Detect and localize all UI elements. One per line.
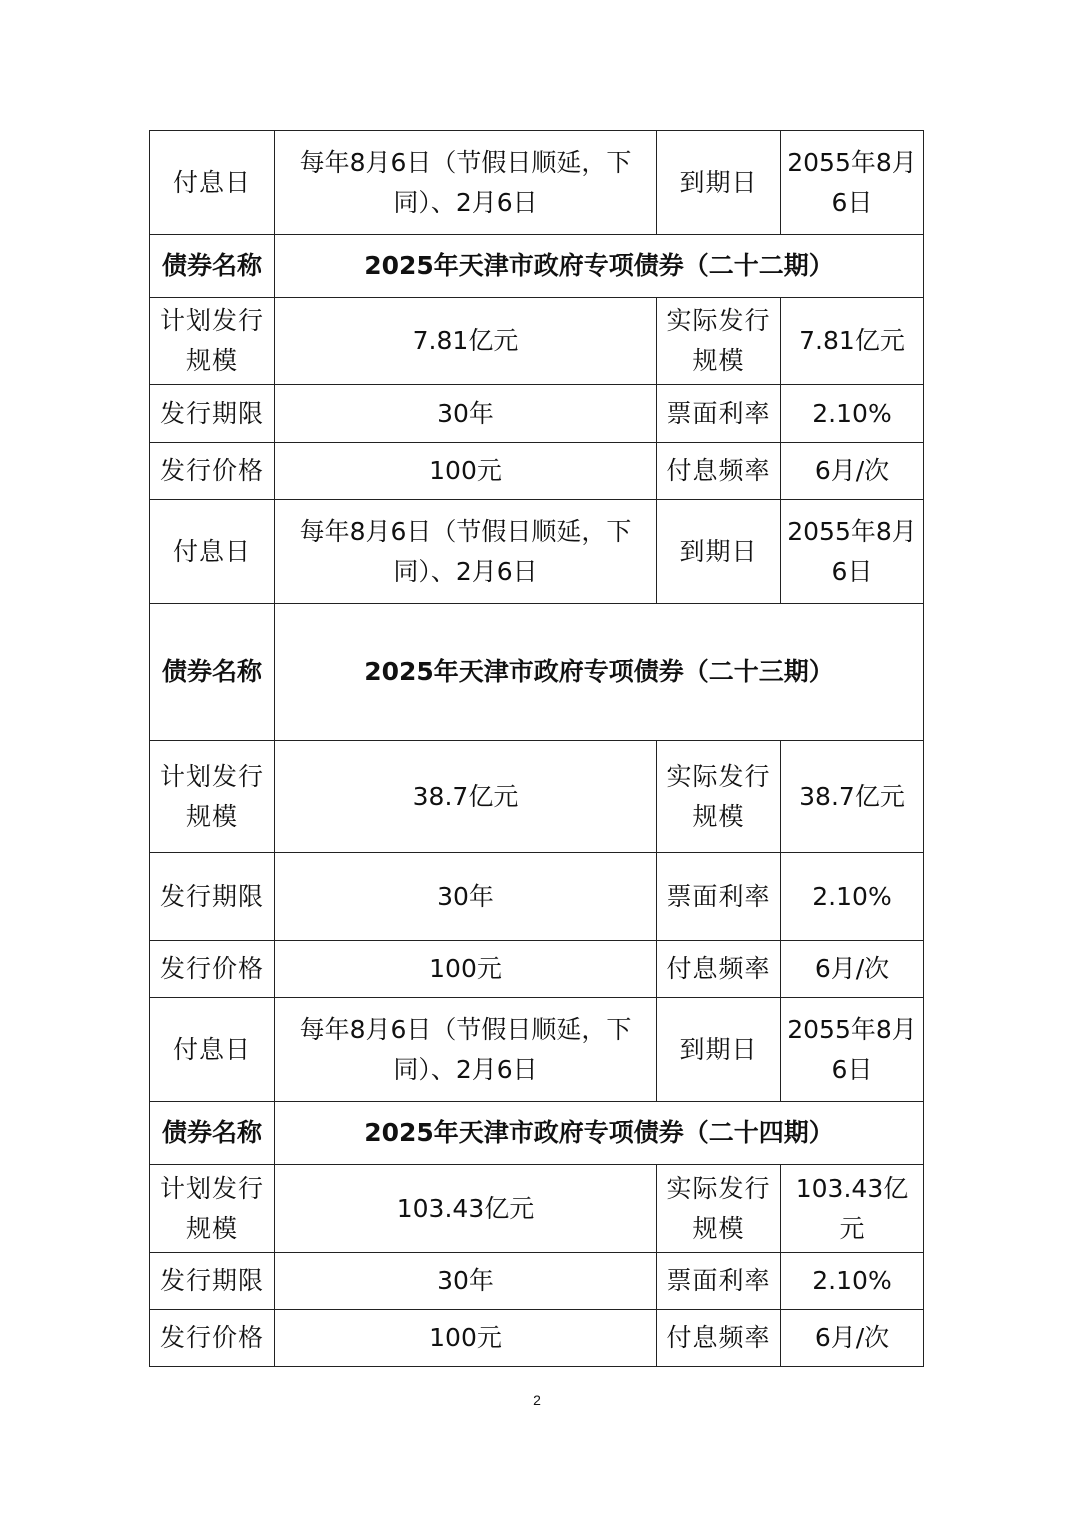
coupon-label: 票面利率: [657, 853, 781, 941]
maturity-value: 2055年8月6日: [781, 998, 924, 1102]
table-row: [150, 298, 924, 385]
freq-label: 付息频率: [657, 443, 781, 500]
pay-date-label: 付息日: [150, 998, 275, 1102]
maturity-label: 到期日: [657, 500, 781, 604]
coupon-label: 票面利率: [657, 1253, 781, 1310]
table-row: [150, 1310, 924, 1367]
table-row: [150, 998, 924, 1102]
term-label: 发行期限: [150, 385, 275, 443]
plan-size-label: 计划发行规模: [150, 741, 275, 853]
price-label: 发行价格: [150, 941, 275, 998]
pay-date-label: 付息日: [150, 500, 275, 604]
maturity-label: 到期日: [657, 131, 781, 235]
page-number: 2: [533, 1392, 541, 1408]
term-value: 30年: [275, 1253, 657, 1310]
freq-value: 6月/次: [781, 1310, 924, 1367]
freq-value: 6月/次: [781, 941, 924, 998]
table-row: [150, 235, 924, 298]
freq-label: 付息频率: [657, 1310, 781, 1367]
table-row: [150, 741, 924, 853]
table-row: [150, 443, 924, 500]
table-row: [150, 1165, 924, 1253]
coupon-value: 2.10%: [781, 385, 924, 443]
table-row: [150, 1102, 924, 1165]
plan-size-label: 计划发行规模: [150, 298, 275, 385]
table-row: [150, 1253, 924, 1310]
maturity-label: 到期日: [657, 998, 781, 1102]
coupon-value: 2.10%: [781, 1253, 924, 1310]
pay-date-value: 每年8月6日（节假日顺延，下同）、2月6日: [275, 998, 657, 1102]
plan-size-value: 7.81亿元: [275, 298, 657, 385]
term-label: 发行期限: [150, 1253, 275, 1310]
table-row: [150, 941, 924, 998]
price-value: 100元: [275, 443, 657, 500]
table-row: [150, 604, 924, 741]
bond-details-table: [149, 130, 924, 1367]
freq-value: 6月/次: [781, 443, 924, 500]
table-row: [150, 500, 924, 604]
freq-label: 付息频率: [657, 941, 781, 998]
plan-size-label: 计划发行规模: [150, 1165, 275, 1253]
coupon-label: 票面利率: [657, 385, 781, 443]
term-value: 30年: [275, 853, 657, 941]
bond-name-value: 2025年天津市政府专项债券（二十四期）: [275, 1102, 924, 1165]
pay-date-value: 每年8月6日（节假日顺延，下同）、2月6日: [275, 500, 657, 604]
table-row: [150, 385, 924, 443]
price-value: 100元: [275, 941, 657, 998]
bond-name-label: 债券名称: [150, 604, 275, 741]
price-label: 发行价格: [150, 443, 275, 500]
plan-size-value: 38.7亿元: [275, 741, 657, 853]
actual-size-value: 103.43亿元: [781, 1165, 924, 1253]
term-label: 发行期限: [150, 853, 275, 941]
pay-date-value: 每年8月6日（节假日顺延，下同）、2月6日: [275, 131, 657, 235]
actual-size-label: 实际发行规模: [657, 1165, 781, 1253]
pay-date-label: 付息日: [150, 131, 275, 235]
maturity-value: 2055年8月6日: [781, 131, 924, 235]
bond-name-value: 2025年天津市政府专项债券（二十二期）: [275, 235, 924, 298]
coupon-value: 2.10%: [781, 853, 924, 941]
maturity-value: 2055年8月6日: [781, 500, 924, 604]
actual-size-label: 实际发行规模: [657, 741, 781, 853]
bond-name-value: 2025年天津市政府专项债券（二十三期）: [275, 604, 924, 741]
price-value: 100元: [275, 1310, 657, 1367]
table-row: [150, 853, 924, 941]
actual-size-label: 实际发行规模: [657, 298, 781, 385]
actual-size-value: 7.81亿元: [781, 298, 924, 385]
price-label: 发行价格: [150, 1310, 275, 1367]
table-row: [150, 131, 924, 235]
bond-name-label: 债券名称: [150, 235, 275, 298]
plan-size-value: 103.43亿元: [275, 1165, 657, 1253]
term-value: 30年: [275, 385, 657, 443]
bond-name-label: 债券名称: [150, 1102, 275, 1165]
actual-size-value: 38.7亿元: [781, 741, 924, 853]
